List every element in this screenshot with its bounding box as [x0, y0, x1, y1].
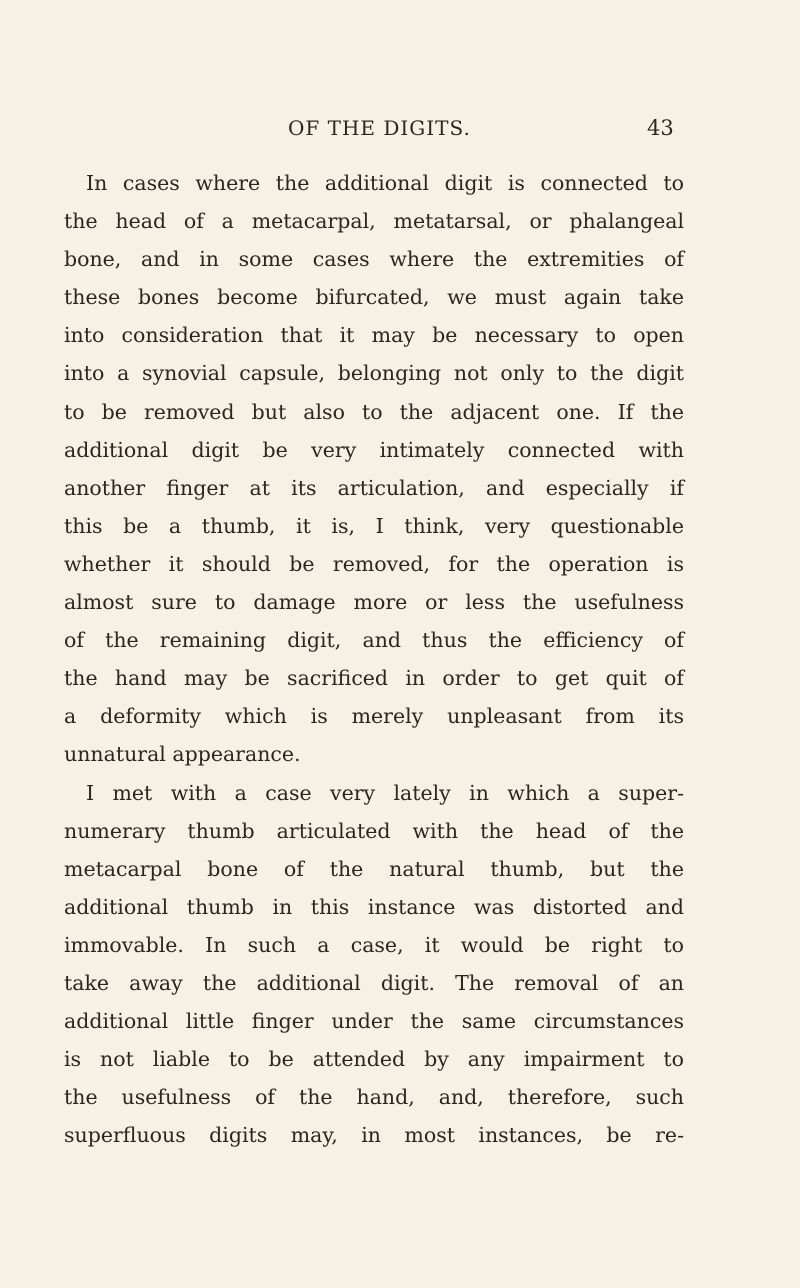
text-line: whether it should be removed, for the operation is [64, 551, 684, 576]
running-title: OF THE DIGITS. [288, 116, 471, 140]
text-line: this be a thumb, it is, I think, very questionable [64, 513, 684, 538]
text-line: into a synovial capsule, belonging not only to the digit [64, 361, 684, 386]
text-line: into consideration that it may be necessary to open [64, 323, 684, 348]
text-line: numerary thumb articulated with the head of the [64, 818, 684, 843]
text-line: unnatural appearance. [64, 742, 301, 767]
text-line: I met with a case very lately in which a super- [86, 780, 684, 805]
body-text [64, 164, 684, 1154]
text-line: immovable. In such a case, it would be right to [64, 932, 684, 957]
text-line: additional little finger under the same circumstances [64, 1009, 684, 1034]
text-line: bone, and in some cases where the extremities of [64, 247, 684, 272]
text-line: a deformity which is merely unpleasant from its [64, 704, 684, 729]
text-line: additional thumb in this instance was distorted and [64, 894, 684, 919]
text-line: In cases where the additional digit is connected to [86, 171, 684, 195]
text-line: the usefulness of the hand, and, therefore, such [64, 1085, 684, 1110]
text-line: of the remaining digit, and thus the efficiency of [64, 628, 684, 653]
text-line: metacarpal bone of the natural thumb, but the [64, 856, 684, 881]
text-line: is not liable to be attended by any impairment to [64, 1047, 684, 1072]
text-line: take away the additional digit. The removal of an [64, 970, 684, 995]
text-line: to be removed but also to the adjacent one. If the [64, 399, 684, 424]
text-line: the hand may be sacrificed in order to get quit of [64, 666, 684, 691]
text-line: these bones become bifurcated, we must again take [64, 285, 684, 310]
text-line: additional digit be very intimately connected with [64, 437, 684, 462]
text-line: the head of a metacarpal, metatarsal, or phalangeal [64, 209, 684, 234]
text-line: another finger at its articulation, and especially if [64, 475, 684, 500]
text-line: almost sure to damage more or less the usefulness [64, 590, 684, 615]
page-number: 43 [647, 116, 674, 140]
text-line: superfluous digits may, in most instances, be re- [64, 1123, 684, 1148]
